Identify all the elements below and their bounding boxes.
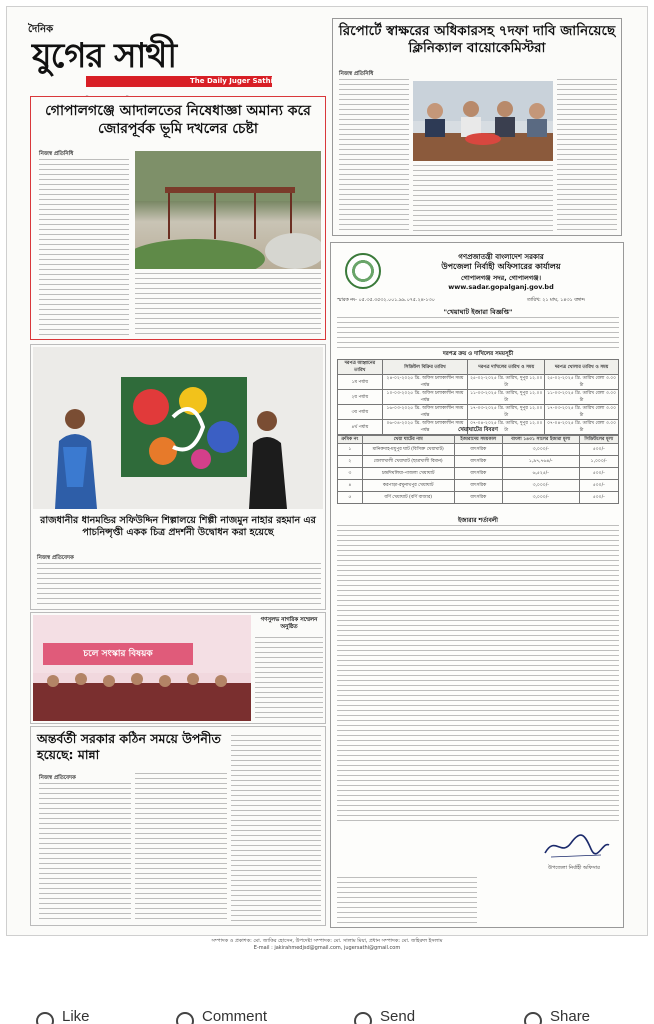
table-cell: ৫০০/- — [579, 480, 618, 492]
schedule-title: দরপত্র ক্রয় ও দাখিলের সময়সূচী — [442, 351, 514, 357]
table-cell: ২ — [338, 456, 363, 468]
table-cell: ১ম পর্যায় — [338, 375, 383, 390]
article-byline: নিজস্ব প্রতিবেদক — [39, 775, 76, 781]
like-button[interactable]: Like — [62, 1008, 90, 1024]
table-cell: মানিকদাহ-মধুপুর ঘাট (বিসিক্ত খেয়াঘাট) — [362, 444, 454, 456]
article-byline: নিজস্ব প্রতিনিধি — [39, 151, 74, 157]
table-row — [338, 375, 619, 390]
comment-icon[interactable] — [176, 1012, 194, 1024]
notice-intro-text — [337, 317, 619, 349]
article-art-exhibition — [30, 344, 326, 610]
article-headline: অন্তর্বর্তী সরকার কঠিন সময়ে উপনীত হয়েছে: মান্না — [37, 731, 221, 762]
table-row — [338, 405, 619, 420]
article-body-text-3 — [557, 79, 617, 233]
table-cell: জেলাখালী খেয়াঘাট (ছাত্রখালী বিমান) — [362, 456, 454, 468]
table-cell: ০৭-০৪-২০২৫ খ্রি. তারিখ, দুপুর ১২.০০ টা — [468, 420, 545, 435]
social-action-bar — [0, 1000, 654, 1024]
article-body-text-2 — [135, 773, 227, 923]
signature-caption: উপজেলা নির্বাহী অফিসার — [548, 865, 600, 871]
table-cell: ২৪-০২-২০২৫ খ্রি. অফিস চলাকালীন সময় পর্যন্ত — [382, 375, 468, 390]
table-cell: ৫০০/- — [579, 444, 618, 456]
article-biochemists-demand — [332, 18, 622, 236]
table-row — [338, 468, 619, 480]
schedule-header: দরপত্র দাখিলের তারিখ ও সময় — [468, 360, 545, 375]
photo-content — [33, 347, 323, 509]
article-headline: রাজধানীর ধানমন্ডির সফিউদ্দিন শিল্পালয়ে শিল্পী নাজমুন নাহার রহমান এর পাচনিন্সৃপ্তী একক চিত্র প্রদর্শনী উদ্বোধন করা হয়েছে — [40, 515, 316, 538]
details-title: খেয়াঘাটের বিবরণ — [458, 427, 498, 433]
table-cell: ১,০০০/- — [579, 456, 618, 468]
footer-email-line: E-mail : jakirahmedjsd@gmail.com, jugersathi@gmail.com — [253, 945, 401, 951]
table-row — [338, 456, 619, 468]
article-byline: নিজস্ব প্রতিবেদক — [37, 555, 74, 561]
article-body-text — [37, 563, 321, 607]
table-cell: ৬,৫২৫/- — [502, 468, 579, 480]
table-cell: ১০-০৩-২০২৫ খ্রি. অফিস চলাকালীন সময় পর্যন্ত — [382, 390, 468, 405]
share-button[interactable]: Share — [550, 1008, 591, 1024]
table-cell: ৫ — [338, 492, 363, 504]
article-body-text — [255, 637, 323, 721]
photo-content — [135, 151, 321, 269]
article-manna — [30, 726, 326, 926]
table-cell: করপাড়া-রঘুনাথপুর খেয়াঘাট — [362, 480, 454, 492]
conditions-title: ইজারার শর্তাবলী — [458, 517, 498, 524]
article-body-text — [39, 159, 129, 337]
table-cell: ২য় পর্যায় — [338, 390, 383, 405]
table-cell: বর্ণি খেয়াঘাট (বর্ণি বাজার) — [362, 492, 454, 504]
photo-banner-text: চলে সংস্কার বিষয়ক — [83, 649, 153, 659]
table-cell: ৫০০/- — [579, 492, 618, 504]
like-icon[interactable] — [36, 1012, 54, 1024]
masthead-english-name: The Daily Juger Sathi — [190, 77, 274, 85]
notice-distribution-text — [337, 877, 477, 923]
send-icon[interactable] — [354, 1012, 372, 1024]
comment-button[interactable]: Comment — [202, 1008, 268, 1024]
table-cell: ৪ — [338, 480, 363, 492]
table-cell: বাৎসরিক — [454, 492, 502, 504]
details-header: বাংলা ১৪৩১ সালের ইজারা মূল্য — [502, 436, 579, 444]
share-icon[interactable] — [524, 1012, 542, 1024]
ghat-details-table — [337, 435, 619, 504]
schedule-header: দরপত্র আহ্বানের তারিখ — [338, 360, 383, 375]
government-tender-notice — [330, 242, 624, 928]
masthead — [22, 14, 322, 94]
table-cell: বাৎসরিক — [454, 444, 502, 456]
table-cell: ০৭-০৪-২০২৫ খ্রি. তারিখ বেলা ৩.০০ টা — [545, 420, 619, 435]
table-cell: ১৬-০৩-২০২৫ খ্রি. অফিস চলাকালীন সময় পর্যন্ত — [382, 405, 468, 420]
table-cell: ২৫-০২-২০২৫ খ্রি. তারিখ, দুপুর ১২.০০ টা — [468, 375, 545, 390]
article-body-text-2 — [135, 273, 321, 337]
photo-content — [33, 615, 251, 721]
conditions-text — [337, 525, 619, 825]
table-cell: ১১-০৩-২০২৫ খ্রি. তারিখ, দুপুর ১২.০০ টা — [468, 390, 545, 405]
footer-editorial-line: সম্পাদক ও প্রকাশক: মো. জাকির হোসেন, উপদেষ্টা সম্পাদক: মো. সালাম মিয়া, প্রধান সম্পাদক: মো. জহিরুল ইসলাম — [211, 938, 443, 944]
table-cell: ১৭-০৩-২০২৫ খ্রি. তারিখ, দুপুর ১২.০০ টা — [468, 405, 545, 420]
table-row — [338, 390, 619, 405]
table-row — [338, 444, 619, 456]
schedule-header: সিডিউল বিক্রির তারিখ — [382, 360, 468, 375]
table-cell: ১ — [338, 444, 363, 456]
photo-content — [413, 81, 553, 161]
notice-website: www.sadar.gopalganj.gov.bd — [448, 283, 554, 291]
article-body-text — [339, 79, 409, 233]
article-body-text-2 — [413, 165, 553, 233]
article-photo — [135, 151, 321, 269]
government-seal-icon — [345, 253, 381, 289]
details-header: ইজারাদেয় সময়কাল — [454, 436, 502, 444]
send-button[interactable]: Send — [380, 1008, 416, 1024]
table-cell: ২৫-০২-২০২৫ খ্রি. তারিখ বেলা ৩.০০ টা — [545, 375, 619, 390]
table-cell: ১৭-০৩-২০২৫ খ্রি. তারিখ বেলা ৩.০০ টা — [545, 405, 619, 420]
table-cell: বাৎসরিক — [454, 456, 502, 468]
table-cell: ৩য় পর্যায় — [338, 405, 383, 420]
article-headline: গোপালগঞ্জে আদালতের নিষেধাজ্ঞা অমান্য করে জোরপূর্বক ভূমি দখলের চেষ্টা — [45, 103, 311, 137]
article-body-text-3 — [231, 735, 321, 923]
article-side-headline: গণসুলভ নাগরিক সম্মেলন অনুষ্ঠিত — [260, 617, 318, 630]
article-headline: রিপোর্টে স্বাক্ষরের অধিকারসহ ৭দফা দাবি জানিয়েছে ক্লিনিক্যাল বায়োকেমিস্টরা — [338, 23, 616, 56]
details-header: খেয়া ঘাটের নাম — [362, 436, 454, 444]
table-cell: বাৎসরিক — [454, 468, 502, 480]
article-byline: নিজস্ব প্রতিনিধি — [339, 71, 374, 77]
notice-date: তারিখ: ২১ মাঘ, ১৪৩১ বঙ্গাব্দ — [527, 298, 585, 303]
notice-line-3: গোপালগঞ্জ সদর, গোপালগঞ্জ। — [460, 274, 542, 282]
table-row — [338, 480, 619, 492]
masthead-title: যুগের সাথী — [32, 36, 177, 76]
table-cell: ০৬-০৪-২০২৫ খ্রি. অফিস চলাকালীন সময় পর্যন্ত — [382, 420, 468, 435]
schedule-table — [337, 359, 619, 435]
notice-line-1: গণপ্রজাতন্ত্রী বাংলাদেশ সরকার — [458, 253, 544, 261]
article-photo — [413, 81, 553, 161]
table-row — [338, 492, 619, 504]
article-body-text — [39, 783, 131, 923]
signature-icon — [541, 831, 611, 861]
table-cell: ১১-০৩-২০২৫ খ্রি. তারিখ বেলা ৩.০০ টা — [545, 390, 619, 405]
table-cell: ৩ — [338, 468, 363, 480]
table-cell: চন্দ্রদিঘলিয়া-পাজলা খেয়াঘাট — [362, 468, 454, 480]
table-cell: বাৎসরিক — [454, 480, 502, 492]
notice-title: "খেয়াঘাট ইজারা বিজ্ঞপ্তি" — [443, 308, 513, 316]
notice-memo-number: স্মারক নং- ০৫.৩৫.৩৫৩২.০০১.৯৯.০৭৫.২৪-১৩০ — [337, 298, 435, 303]
table-cell: ৪র্থ পর্যায় — [338, 420, 383, 435]
article-press-conference — [30, 612, 326, 724]
table-cell: ৩,০০০/- — [502, 444, 579, 456]
article-photo — [33, 615, 251, 721]
page-footer — [10, 938, 644, 952]
schedule-header: দরপত্র খোলার তারিখ ও সময় — [545, 360, 619, 375]
masthead-prefix: দৈনিক — [28, 24, 54, 35]
details-header: ক্রমিক নং — [338, 436, 363, 444]
table-cell: ৫০০/- — [579, 468, 618, 480]
details-header: সিডিউলের মূল্য — [579, 436, 618, 444]
table-cell: ১,৯৭,৭৬৪/- — [502, 456, 579, 468]
article-land-grab — [30, 96, 326, 340]
article-photo — [33, 347, 323, 509]
table-cell: ৩,০০০/- — [502, 492, 579, 504]
table-cell: ৩,০০০/- — [502, 480, 579, 492]
notice-line-2: উপজেলা নির্বাহী অফিসারের কার্যালয় — [441, 262, 561, 271]
